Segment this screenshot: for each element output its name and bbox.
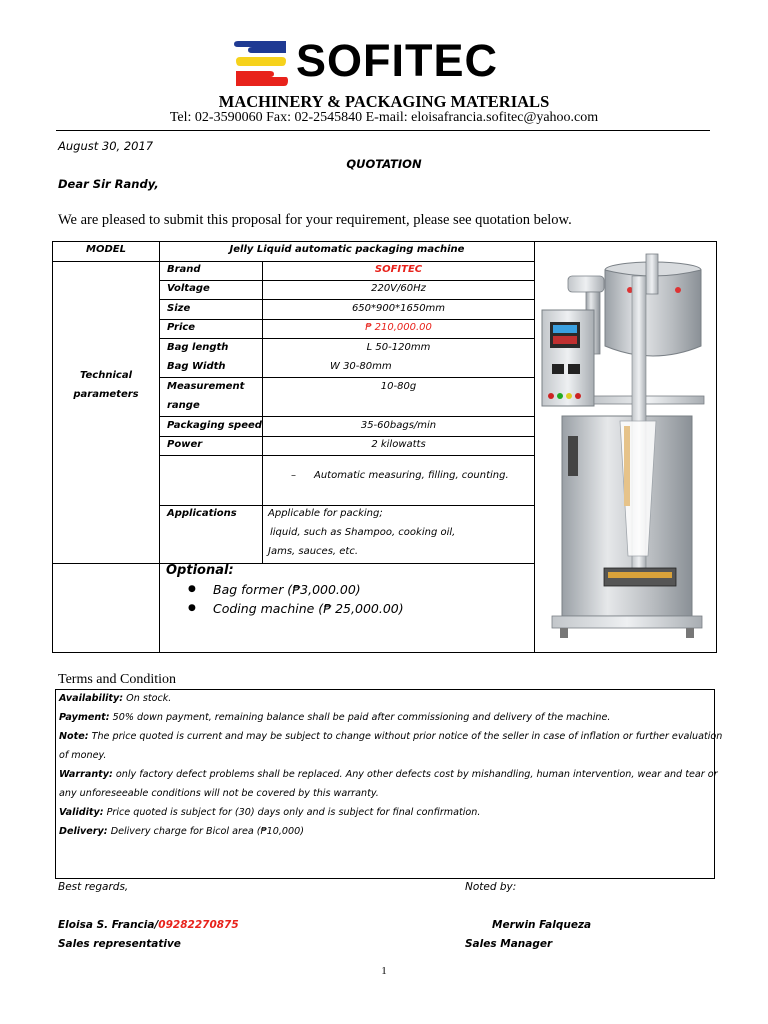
section-label: Technical [79, 370, 132, 381]
model-label: MODEL [86, 244, 126, 255]
model-value: Jelly Liquid automatic packaging machine [229, 244, 465, 255]
greeting: Dear Sir Randy, [58, 177, 159, 191]
applications-label: Applications [167, 508, 237, 519]
optional-item: Coding machine (₱ 25,000.00) [213, 601, 404, 616]
page-number: 1 [381, 965, 387, 977]
term-validity: Validity: Price quoted is subject for (30) days only and is subject for final confirmation. [59, 807, 481, 818]
closing-regards: Best regards, [58, 881, 129, 893]
manager-name: Merwin Falqueza [492, 919, 592, 931]
param-label-power: Power [167, 439, 203, 450]
param-value-speed: 35-60bags/min [360, 420, 437, 431]
manager-title: Sales Manager [465, 938, 553, 950]
param-value-bag-width: W 30-80mm [330, 361, 392, 372]
param-label-size: Size [167, 303, 191, 314]
param-label-measurement: Measurement [167, 381, 245, 392]
term-availability: Availability: On stock. [59, 693, 172, 704]
term-delivery: Delivery: Delivery charge for Bicol area (₱10,000) [59, 826, 304, 837]
param-label-brand: Brand [167, 264, 201, 275]
feature-text: Automatic measuring, filling, counting. [314, 470, 509, 481]
param-value-price: ₱ 210,000.00 [365, 322, 432, 333]
document-heading: QUOTATION [346, 157, 422, 171]
term-note: Note: The price quoted is current and may be subject to change without prior notice of the seller in case of inflation or further evaluation [59, 731, 723, 742]
optional-item: Bag former (₱3,000.00) [213, 582, 361, 597]
rep-title: Sales representative [58, 938, 181, 950]
bullet-icon: ● [188, 603, 196, 613]
term-warranty: Warranty: only factory defect problems shall be replaced. Any other defects cost by mishandling, human intervention, wear and tear or [59, 769, 718, 780]
bullet-icon: ● [188, 584, 196, 594]
param-label-bag-width: Bag Width [167, 361, 226, 372]
optional-title: Optional: [166, 563, 234, 578]
rep-phone: 09282270875 [158, 919, 239, 931]
param-label-voltage: Voltage [167, 283, 210, 294]
applications-line: liquid, such as Shampoo, cooking oil, [270, 527, 456, 538]
param-value-brand: SOFITEC [374, 264, 423, 275]
company-subtitle: MACHINERY & PACKAGING MATERIALS [218, 92, 550, 111]
param-value-bag-length: L 50-120mm [366, 342, 431, 353]
contact-line: Tel: 02-3590060 Fax: 02-2545840 E-mail: eloisafrancia.sofitec@yahoo.com [169, 110, 599, 125]
feature-dash: – [291, 470, 296, 481]
applications-line: Jams, sauces, etc. [268, 546, 359, 557]
term-payment: Payment: 50% down payment, remaining balance shall be paid after commissioning and delivery of the machine. [59, 712, 611, 723]
param-value-measurement: 10-80g [380, 381, 417, 392]
term-warranty-cont: any unforeseeable conditions will not be covered by this warranty. [59, 788, 379, 799]
intro-paragraph: We are pleased to submit this proposal for your requirement, please see quotation below. [58, 212, 572, 228]
param-value-power: 2 kilowatts [371, 439, 426, 450]
packaging-machine-image [538, 246, 718, 644]
header-divider [56, 130, 710, 131]
param-label-price: Price [167, 322, 196, 333]
param-value-voltage: 220V/60Hz [371, 283, 426, 294]
brand-name: SOFITEC [296, 35, 499, 86]
param-label-measurement-range: range [167, 400, 200, 411]
param-label-bag-length: Bag length [167, 342, 229, 353]
param-label-speed: Packaging speed [167, 420, 262, 431]
term-note-cont: of money. [59, 750, 107, 761]
letter-date: August 30, 2017 [58, 139, 154, 153]
terms-title: Terms and Condition [58, 672, 177, 687]
rep-signature [58, 919, 239, 931]
applications-line: Applicable for packing; [268, 508, 383, 519]
param-value-size: 650*900*1650mm [351, 303, 446, 314]
noted-by: Noted by: [465, 881, 517, 893]
rep-name: Eloisa S. Francia/ [58, 919, 159, 931]
section-label: parameters [73, 389, 139, 400]
sofitec-logo-icon [234, 39, 288, 87]
